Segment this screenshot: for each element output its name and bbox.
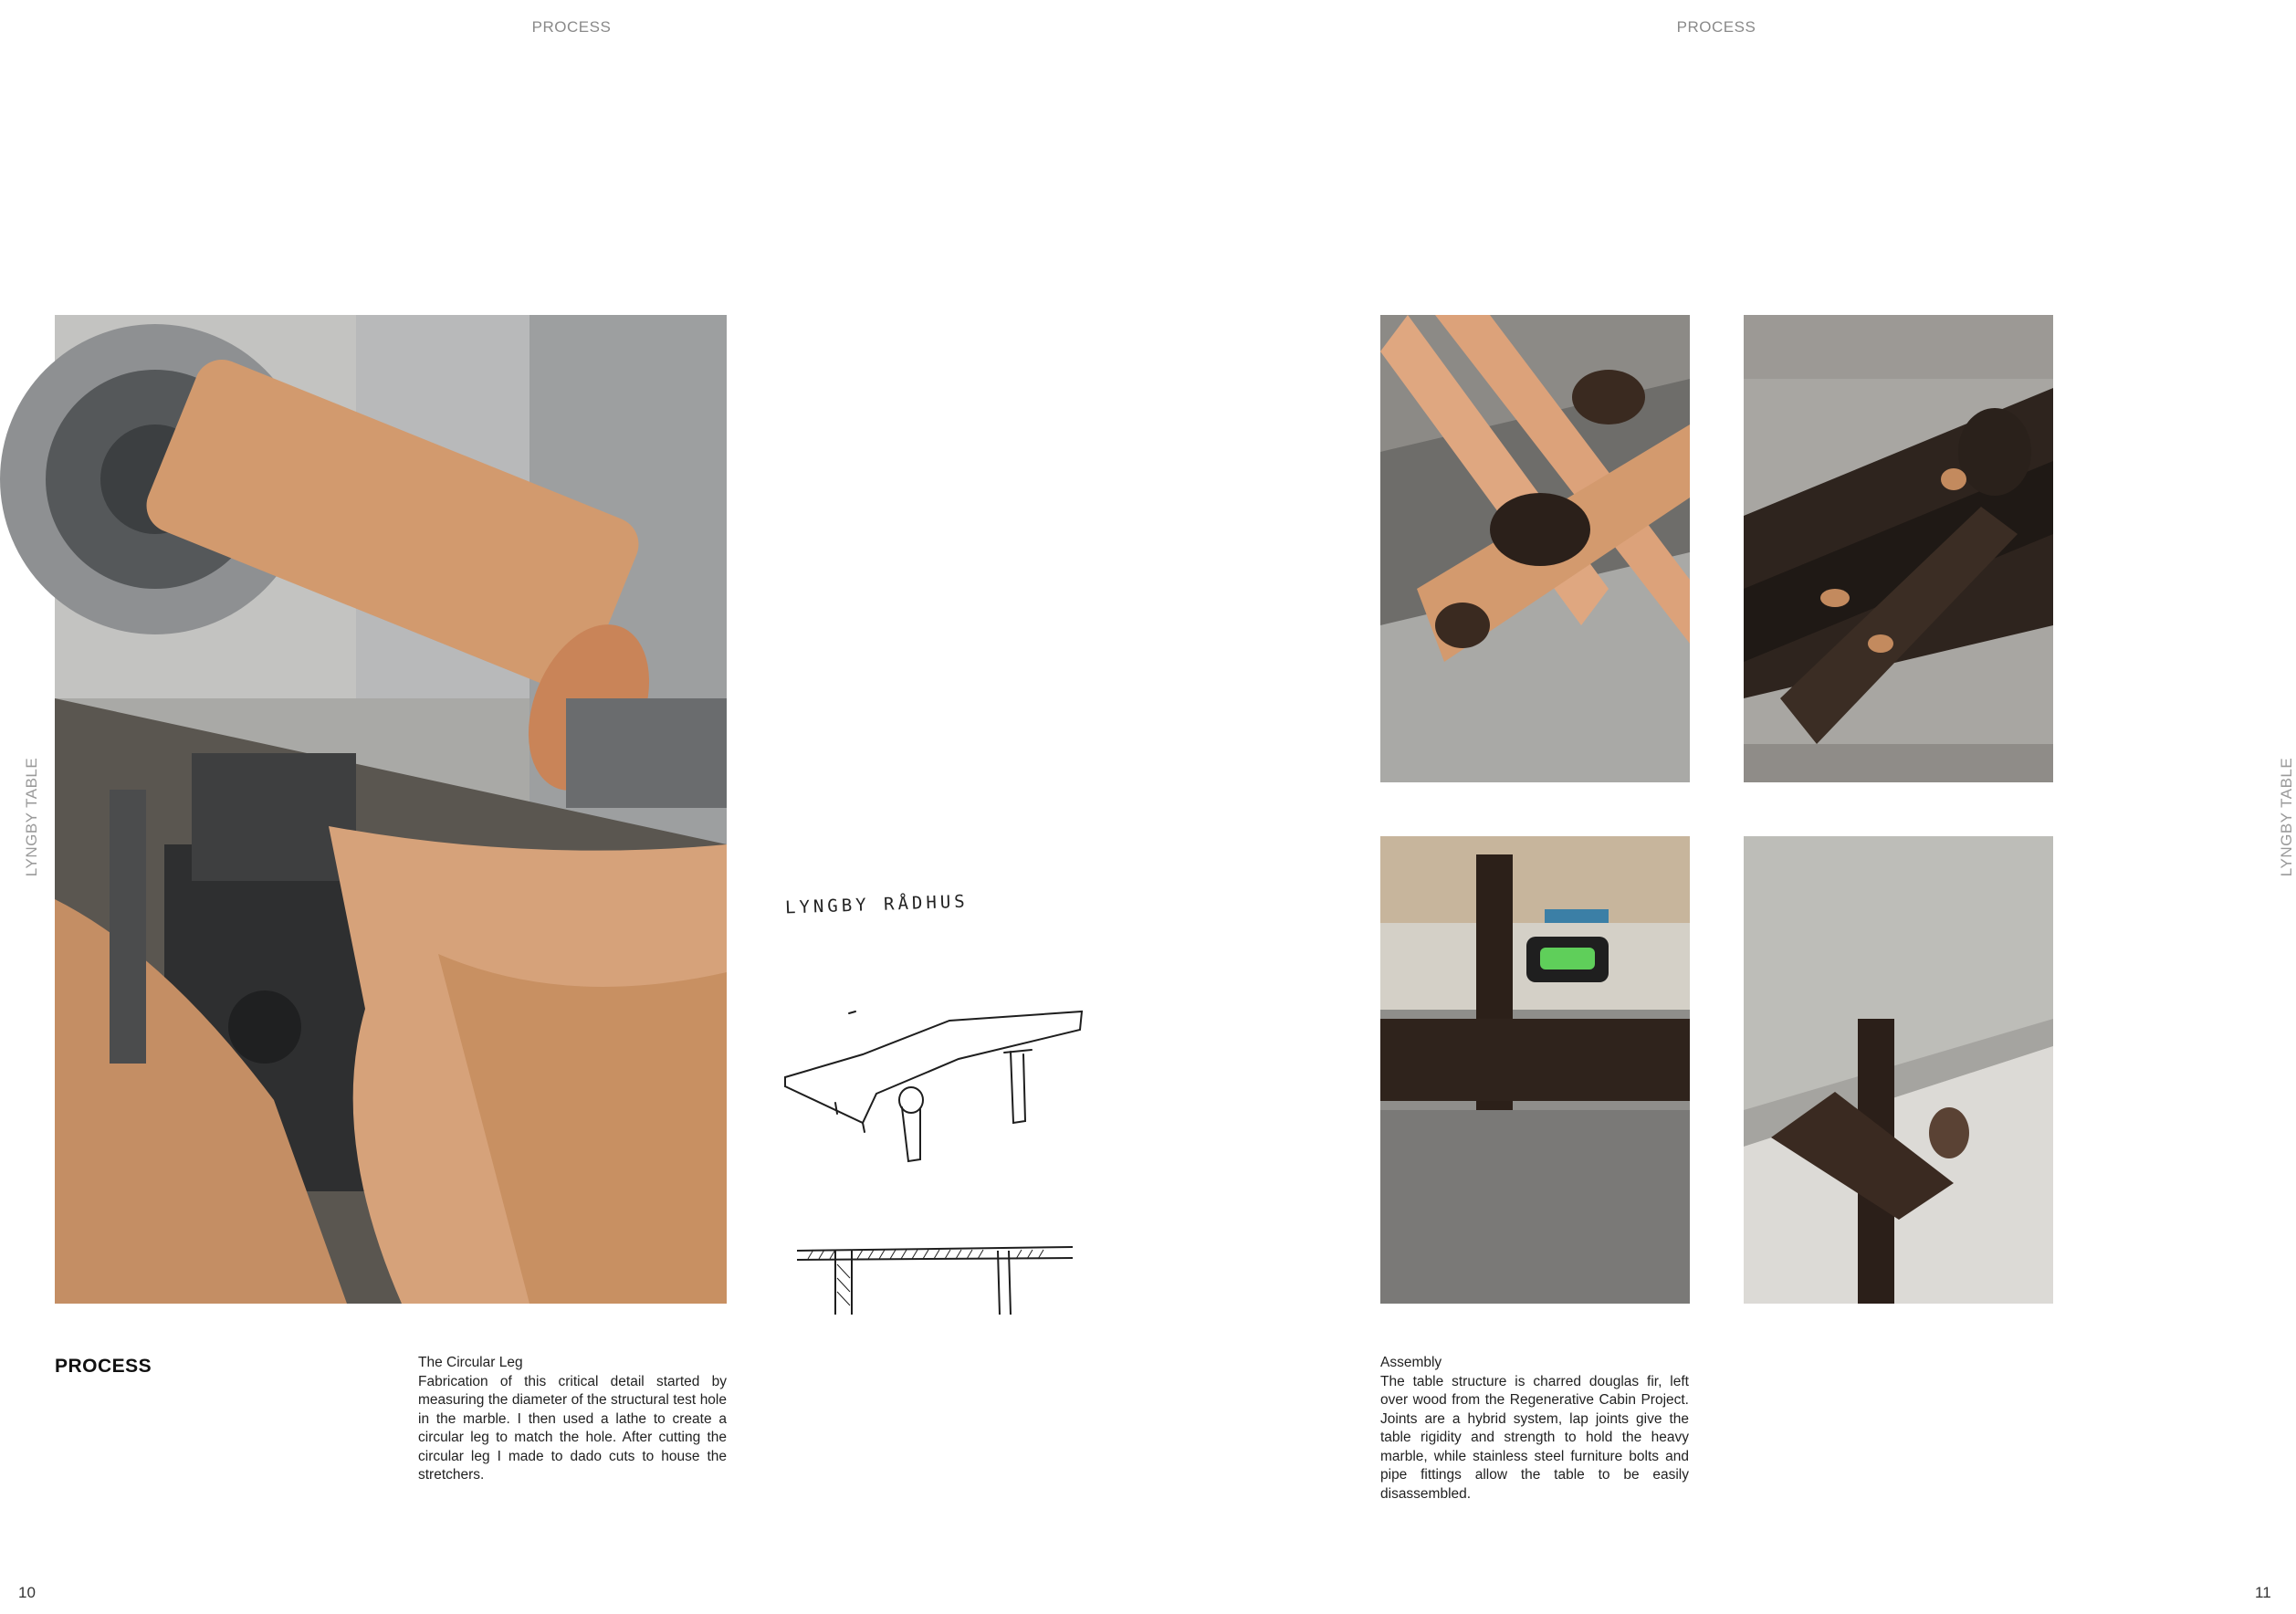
circular-leg-caption xyxy=(418,1354,727,1485)
marble-joint-photo xyxy=(1744,836,2053,1304)
page-number-left: 10 xyxy=(18,1584,36,1601)
caption-body: Fabrication of this critical detail started by measuring the diameter of the structural test hole in the marble. I then used a lathe to create a circular leg to match the hole. After cutting the circular leg I made to dado cuts to house the stretchers. xyxy=(418,1373,727,1483)
charred-lumber-photo xyxy=(1744,315,2053,782)
charred-crosslap-photo xyxy=(1380,315,1690,782)
side-label-left: LYNGBY TABLE xyxy=(23,757,41,877)
assembly-caption xyxy=(1380,1354,1689,1504)
caption-body: The table structure is charred douglas fir, left over wood from the Regenerative Cabin Project. Joints are a hybrid system, lap joints give the table rigidity and strength to hold the heavy marble, while stainless steel furniture bolts and pipe fittings allow the table to be easily disassembled. xyxy=(1380,1373,1689,1502)
running-head-right: PROCESS xyxy=(1676,18,1756,36)
side-label-right: LYNGBY TABLE xyxy=(2278,757,2296,877)
section-title: PROCESS xyxy=(55,1356,152,1377)
table-sketch xyxy=(781,986,1091,1315)
caption-title: Assembly xyxy=(1380,1355,1442,1370)
level-check-photo xyxy=(1380,836,1690,1304)
lathe-photo xyxy=(55,315,727,1304)
running-head-left: PROCESS xyxy=(531,18,612,36)
caption-title: The Circular Leg xyxy=(418,1355,523,1370)
page-number-right: 11 xyxy=(2255,1584,2271,1601)
sketch-label: LYNGBY RÅDHUS xyxy=(784,891,970,918)
